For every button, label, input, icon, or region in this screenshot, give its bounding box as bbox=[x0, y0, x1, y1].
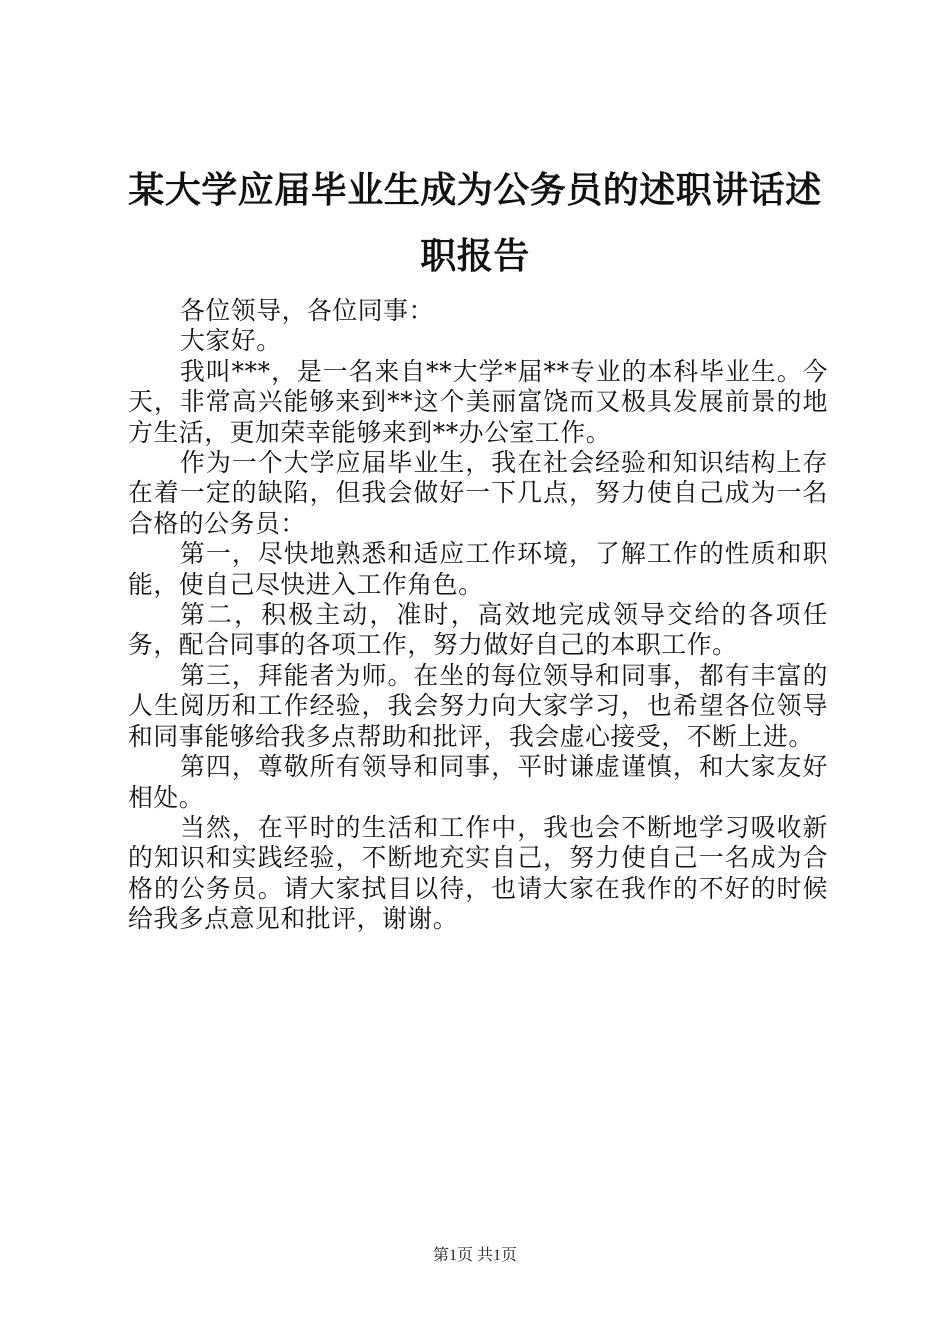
body-paragraph: 第四，尊敬所有领导和同事，平时谦虚谨慎，和大家友好相处。 bbox=[128, 752, 828, 812]
closing-paragraph: 当然，在平时的生活和工作中，我也会不断地学习吸收新的知识和实践经验，不断地充实自己，努力使自己一名成为合格的公务员。请大家拭目以待，也请大家在我作的不好的时候给我多点意见和批评，谢谢。 bbox=[128, 812, 828, 934]
body-paragraph: 我叫***，是一名来自**大学*届**专业的本科毕业生。今天，非常高兴能够来到**这个美丽富饶而又极具发展前景的地方生活，更加荣幸能够来到**办公室工作。 bbox=[128, 356, 828, 447]
salutation: 各位领导，各位同事： bbox=[180, 296, 434, 325]
body-paragraph: 作为一个大学应届毕业生，我在社会经验和知识结构上存在着一定的缺陷，但我会做好一下几点，努力使自己成为一名合格的公务员： bbox=[128, 448, 828, 538]
body-paragraph: 第一，尽快地熟悉和适应工作环境，了解工作的性质和职能，使自己尽快进入工作角色。 bbox=[128, 539, 828, 599]
body-paragraph: 第三，拜能者为师。在坐的每位领导和同事，都有丰富的人生阅历和工作经验，我会努力向大家学习，也希望各位领导和同事能够给我多点帮助和批评，我会虚心接受，不断上进。 bbox=[128, 660, 828, 751]
body-paragraph: 第二，积极主动，准时，高效地完成领导交给的各项任务，配合同事的各项工作，努力做好自己的本职工作。 bbox=[128, 600, 828, 660]
document-title: 某大学应届毕业生成为公务员的述职讲话述职报告 bbox=[128, 170, 822, 277]
document-body bbox=[128, 296, 828, 935]
page-number-footer: 第1页 共1页 bbox=[432, 1247, 517, 1264]
greeting: 大家好。 bbox=[180, 326, 282, 356]
